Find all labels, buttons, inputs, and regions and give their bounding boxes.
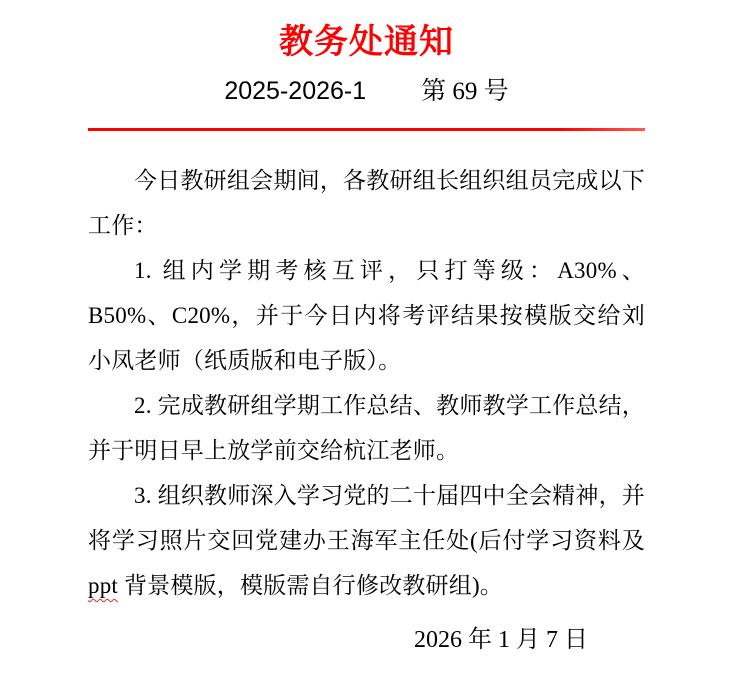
document-date: 2026 年 1 月 7 日	[414, 626, 588, 653]
paragraph-intro: 今日教研组会期间，各教研组长组织组员完成以下工作：	[88, 167, 645, 238]
paragraph-item-3	[88, 473, 645, 608]
red-divider-line	[88, 128, 645, 131]
issue-number: 第 69 号	[421, 77, 509, 105]
paragraph-item-1: 1. 组内学期考核互评，只打等级：A30%、B50%、C20%，并于今日内将考评结果按模版交给刘小凤老师（纸质版和电子版）。	[88, 257, 645, 373]
paragraph-item-3-text-before: 3. 组织教师深入学习党的二十届四中全会精神，并将学习照片交回党建办王海军主任处(后付学习资料及	[88, 482, 645, 553]
document-page	[88, 0, 645, 663]
paragraph-item-2: 2. 完成教研组学期工作总结、教师教学工作总结，并于明日早上放学前交给杭江老师。	[88, 392, 645, 463]
spellcheck-flagged-word: ppt	[88, 572, 118, 598]
paragraph-item-3-text-after: 背景模版，模版需自行修改教研组)。	[118, 572, 504, 598]
document-body	[88, 158, 645, 608]
document-title: 教务处通知	[279, 23, 454, 61]
document-number-line	[88, 76, 645, 107]
term-number: 2025-2026-1	[224, 76, 367, 105]
